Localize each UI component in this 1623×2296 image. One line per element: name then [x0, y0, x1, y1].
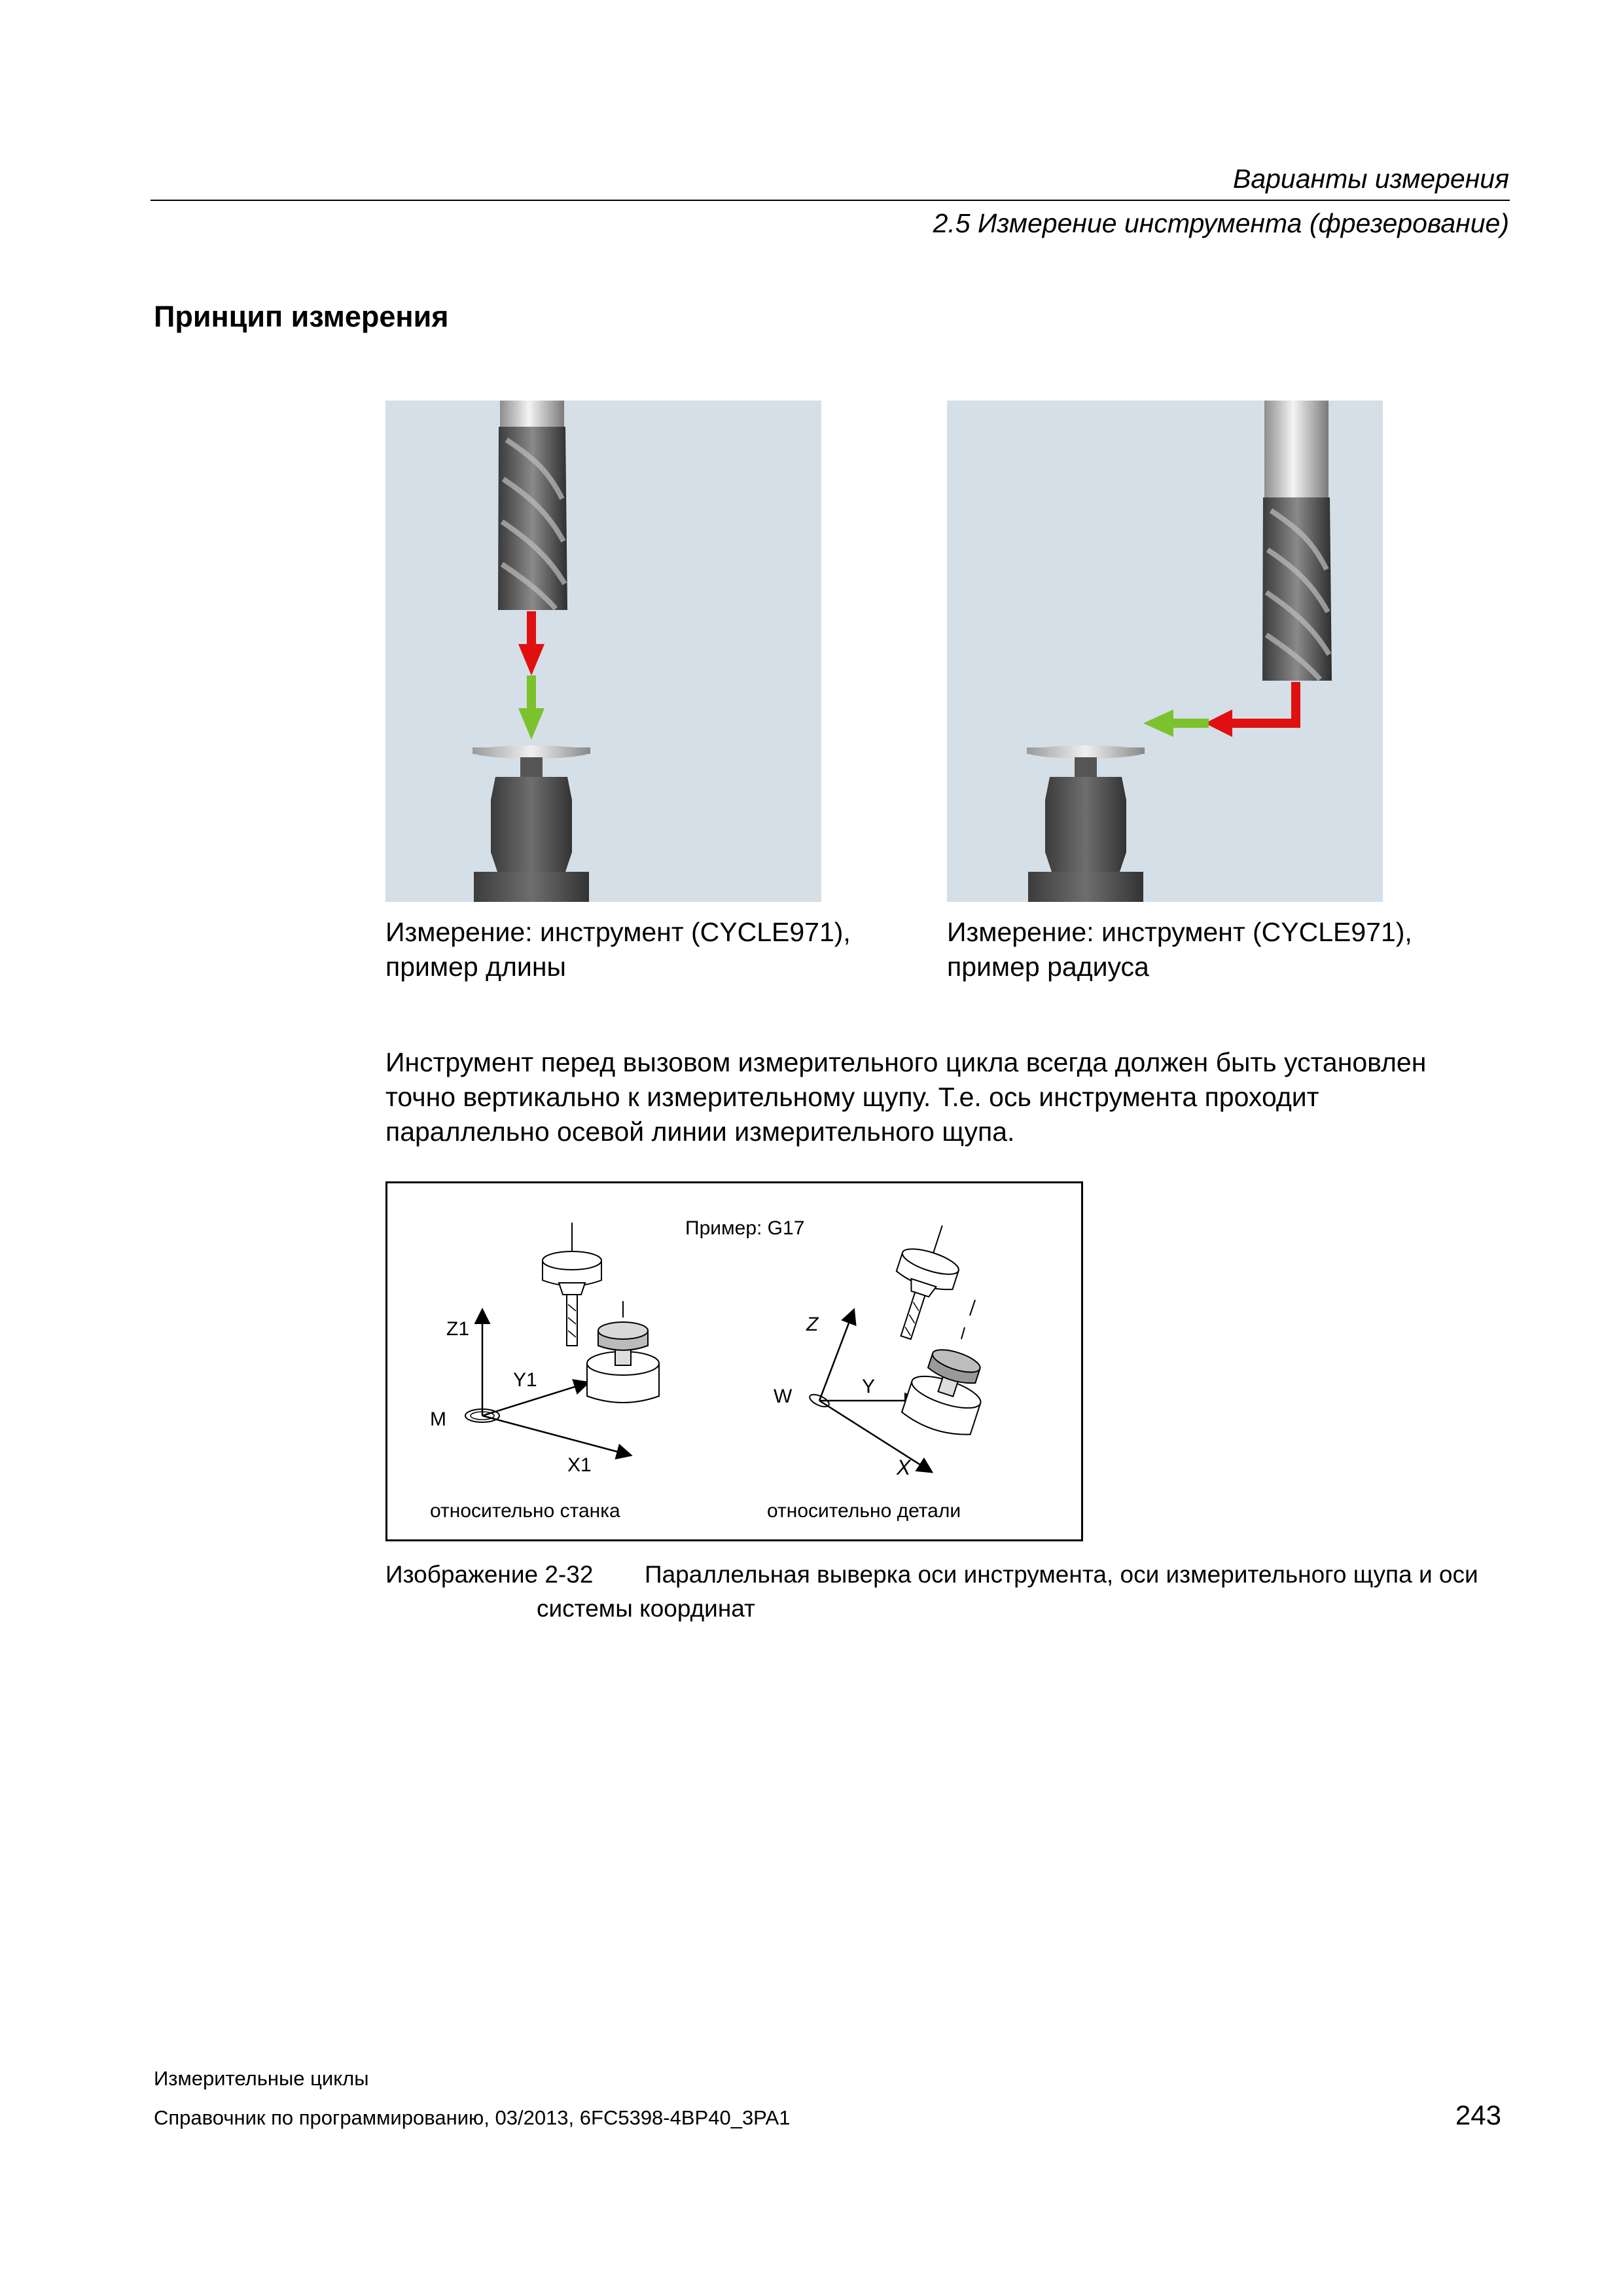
axis-z1-label: Z1	[446, 1318, 470, 1340]
caption-radius-line1: Измерение: инструмент (CYCLE971),	[947, 917, 1412, 947]
coordinate-diagram	[385, 1181, 1083, 1541]
caption-radius-line2: пример радиуса	[947, 952, 1149, 982]
figure-caption-line1: Параллельная выверка оси инструмента, оси измерительного щупа и оси	[645, 1561, 1478, 1588]
paragraph-line: Инструмент перед вызовом измерительного цикла всегда должен быть установлен	[385, 1047, 1427, 1077]
section-heading: Принцип измерения	[154, 300, 449, 333]
machine-relative-label: относительно станка	[430, 1500, 620, 1522]
tool-vertical	[543, 1223, 601, 1346]
red-arrow-down	[518, 611, 544, 675]
origin-w-label: W	[774, 1386, 793, 1407]
footer-manual-info: Справочник по программированию, 03/2013, 6FC5398-4BP40_3PA1	[154, 2106, 791, 2129]
axis-z-label: Z	[806, 1314, 819, 1335]
caption-length-line1: Измерение: инструмент (CYCLE971),	[385, 917, 851, 947]
milling-cutter	[498, 427, 567, 610]
axis-y1-label: Y1	[513, 1369, 537, 1391]
probe-vertical	[587, 1322, 659, 1403]
photo-length-measurement	[385, 401, 821, 902]
probe-tilted	[900, 1342, 993, 1441]
running-header-chapter: Варианты измерения	[1232, 164, 1509, 194]
workpiece-relative-label: относительно детали	[767, 1500, 961, 1522]
red-arrow-down-left	[1205, 682, 1300, 737]
page-number: 243	[1455, 2100, 1501, 2130]
paragraph-line: точно вертикально к измерительному щупу. Т.е. ось инструмента проходит	[385, 1082, 1319, 1112]
header-rule	[151, 200, 1510, 201]
caption-radius	[947, 915, 1412, 984]
milling-cutter	[1262, 497, 1332, 681]
running-header-section: 2.5 Измерение инструмента (фрезерование)	[933, 208, 1509, 238]
measuring-probe	[491, 777, 572, 872]
caption-length-line2: пример длины	[385, 952, 566, 982]
tool-shank	[500, 401, 564, 427]
paragraph-line: параллельно осевой линии измерительного щупа.	[385, 1117, 1015, 1147]
tool-shank	[1264, 401, 1329, 497]
origin-m-label: M	[430, 1408, 446, 1430]
green-arrow-down	[518, 675, 544, 740]
axis-x1-label: X1	[567, 1454, 592, 1476]
caption-length	[385, 915, 851, 984]
figure-number: Изображение 2-32	[385, 1561, 594, 1588]
axis-x-label: X	[897, 1456, 911, 1479]
body-paragraph	[385, 1045, 1498, 1149]
measuring-probe	[1045, 777, 1126, 872]
green-arrow-left	[1143, 709, 1209, 737]
photo-radius-measurement	[947, 401, 1383, 902]
axis-y-label: Y	[862, 1376, 876, 1397]
tool-tilted	[878, 1216, 970, 1346]
figure-caption-line2: системы координат	[537, 1595, 755, 1622]
example-label: Пример: G17	[685, 1217, 805, 1239]
footer-manual-title: Измерительные циклы	[154, 2067, 369, 2090]
